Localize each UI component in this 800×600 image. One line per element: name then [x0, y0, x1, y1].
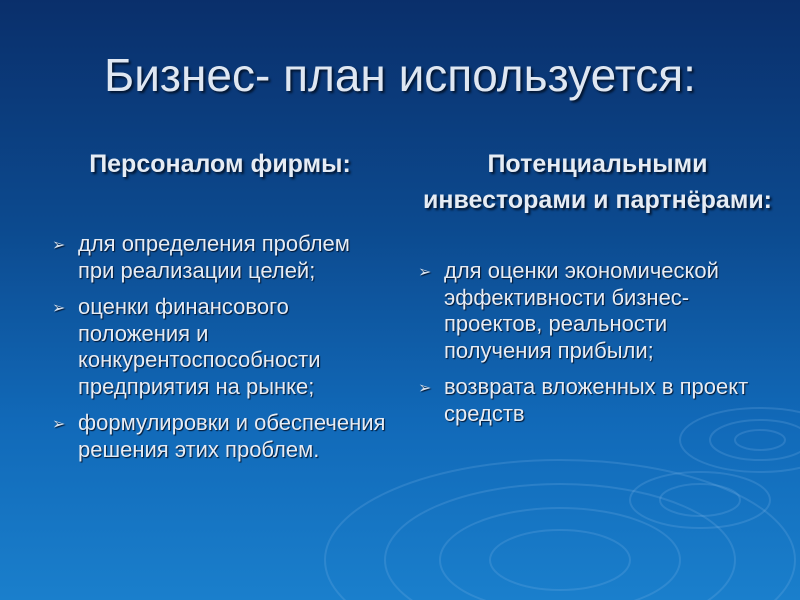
arrowhead-bullet-icon: ➢	[52, 416, 66, 433]
arrowhead-bullet-icon: ➢	[52, 237, 66, 254]
list-item	[48, 410, 388, 463]
list-item-text: оценки финансового положения и конкурентоспособности предприятия на рынке;	[78, 294, 321, 399]
arrowhead-bullet-icon: ➢	[418, 264, 432, 281]
arrowhead-bullet-icon: ➢	[52, 300, 66, 317]
slide-title: Бизнес- план используется:	[104, 49, 696, 101]
column-heading-staff: Персоналом фирмы:	[89, 150, 351, 178]
list-item-text: формулировки и обеспечения решения этих проблем.	[78, 410, 386, 462]
list-item	[414, 374, 774, 427]
staff-uses-list	[48, 231, 388, 473]
list-item-text: для определения проблем при реализации целей;	[78, 231, 350, 283]
list-item	[414, 258, 774, 364]
column-heading-investors: Потенциальными инвесторами и партнёрами:	[422, 150, 773, 214]
list-item-text: для оценки экономической эффективности бизнес-проектов, реальности получения прибыли;	[444, 258, 719, 363]
list-item	[48, 231, 388, 284]
list-item	[48, 294, 388, 400]
list-item-text: возврата вложенных в проект средств	[444, 374, 749, 426]
investor-uses-list	[414, 258, 774, 437]
arrowhead-bullet-icon: ➢	[418, 380, 432, 397]
